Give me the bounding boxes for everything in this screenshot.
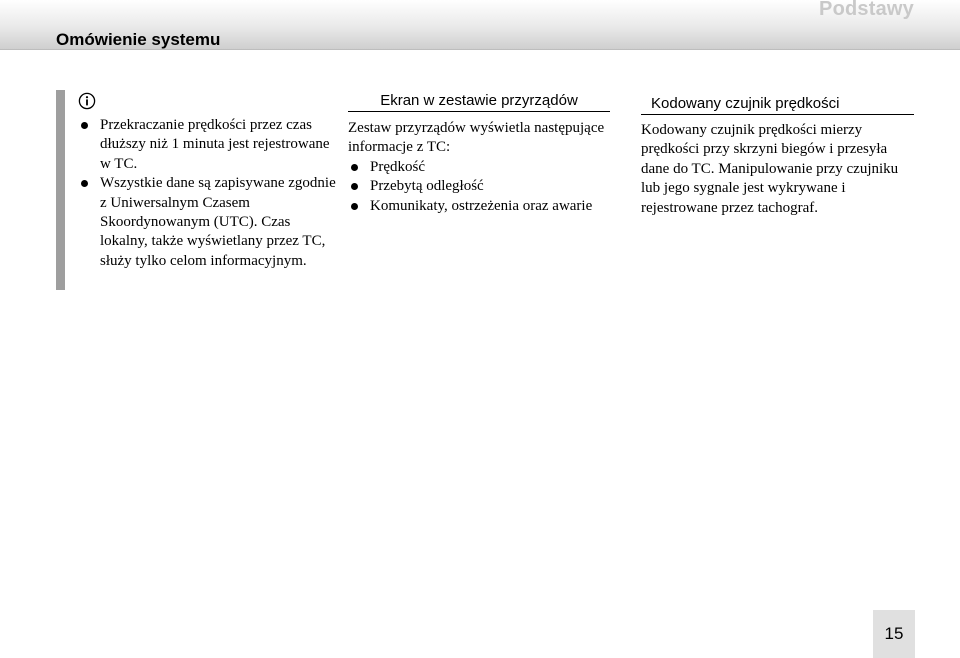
- speed-sensor-heading: Kodowany czujnik prędkości: [641, 92, 914, 115]
- chapter-title: Podstawy: [819, 0, 914, 20]
- instrument-display-section: [348, 92, 610, 216]
- page-number: 15: [873, 610, 915, 658]
- speed-sensor-text: Kodowany czujnik prędkości mierzy prędkości przy skrzyni biegów i przesyła dane do TC. Manipulowanie przy czujniku lub jego sygnale jest wykrywane i rejestrowane przez tachograf.: [641, 122, 899, 216]
- list-item: Przebytą odległość: [348, 177, 610, 196]
- section-title: Omówienie systemu: [56, 30, 221, 49]
- instrument-display-intro: Zestaw przyrządów wyświetla następujące informacje z TC:: [348, 120, 605, 156]
- note-side-bar: [56, 90, 65, 290]
- instrument-display-list: [348, 158, 610, 216]
- speed-sensor-section: [641, 92, 914, 218]
- note-list: [78, 116, 338, 271]
- note-block: [78, 92, 338, 271]
- note-item: Wszystkie dane są zapisywane zgodnie z Uniwersalnym Czasem Skoordynowanym (UTC). Czas lokalny, także wyświetlany przez TC, służy tylko celom informacyjnym.: [78, 174, 338, 271]
- instrument-display-heading: Ekran w zestawie przyrządów: [348, 92, 610, 112]
- info-icon: [78, 92, 96, 110]
- list-item: Prędkość: [348, 158, 610, 177]
- list-item: Komunikaty, ostrzeżenia oraz awarie: [348, 197, 610, 216]
- note-item: Przekraczanie prędkości przez czas dłuższy niż 1 minuta jest rejestrowane w TC.: [78, 116, 338, 174]
